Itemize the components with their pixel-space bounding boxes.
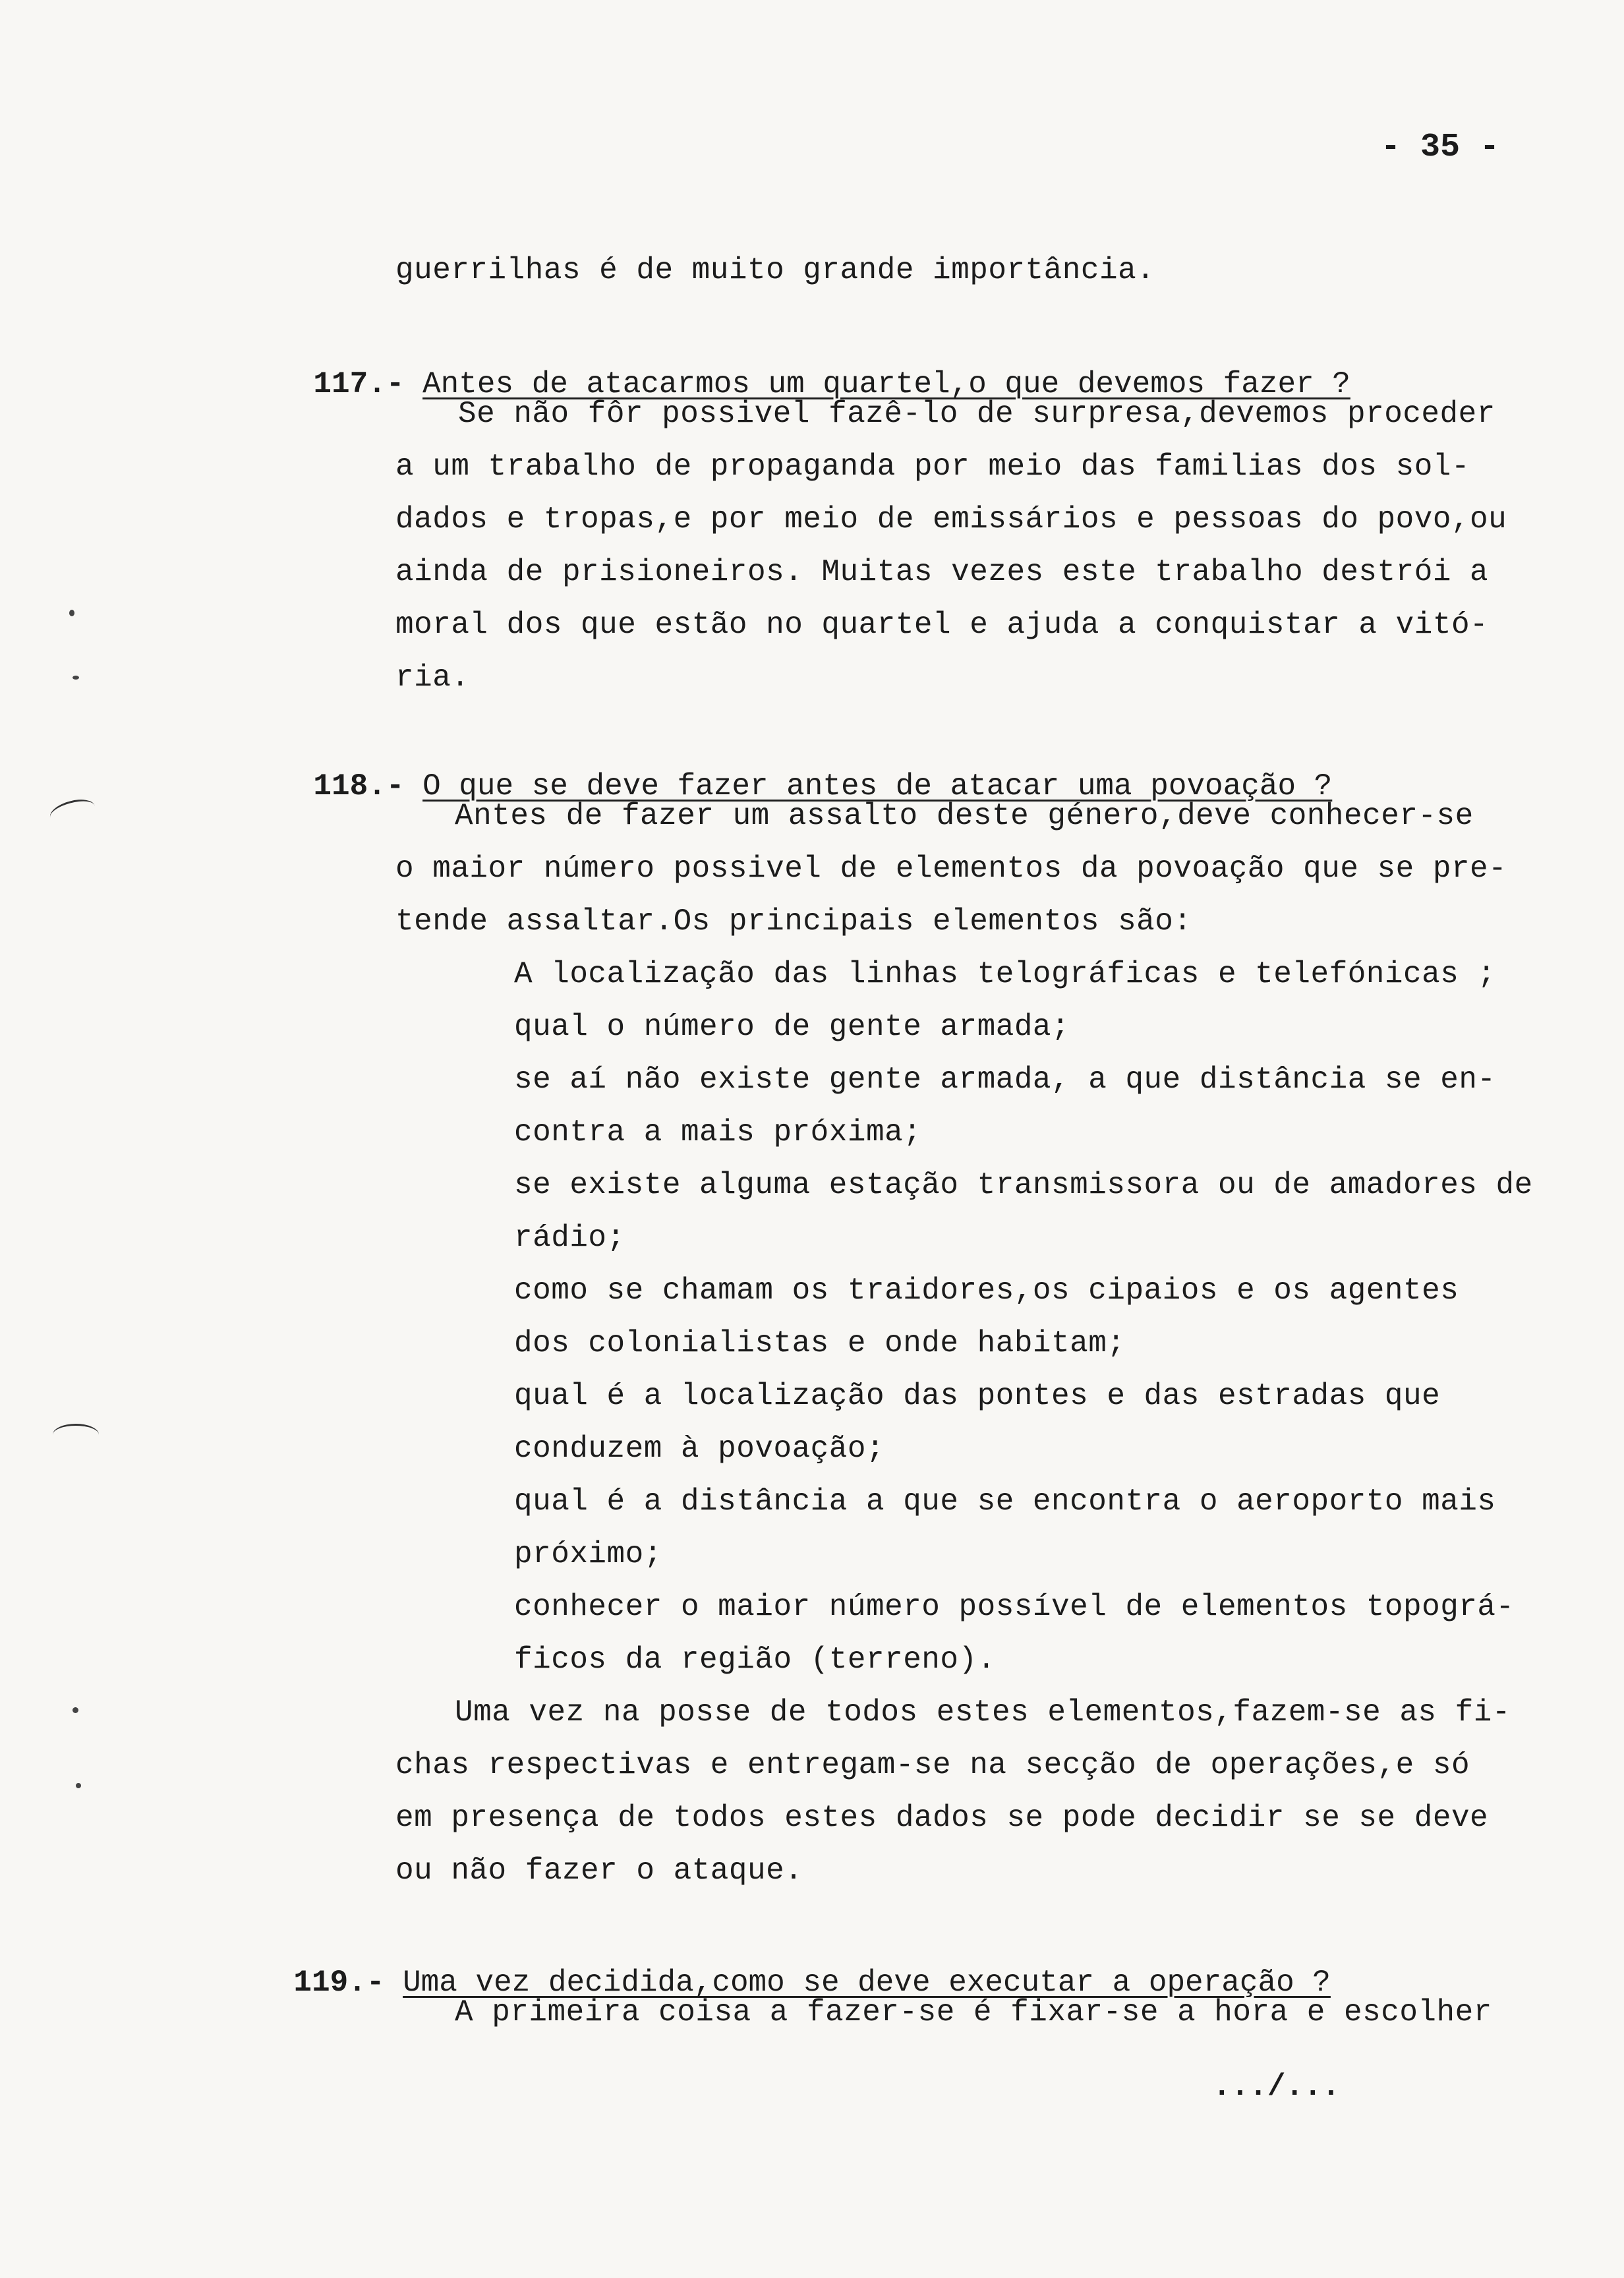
- list-line: rádio;: [514, 1221, 625, 1255]
- question-number: 119.-: [293, 1966, 385, 2000]
- list-line: próximo;: [514, 1537, 662, 1571]
- text-line: o maior número possivel de elementos da povoação que se pre-: [395, 852, 1507, 886]
- question-text: Antes de atacarmos um quartel,o que devemos fazer ?: [422, 367, 1350, 401]
- text-line: Se não fôr possivel fazê-lo de surpresa,devemos proceder: [458, 397, 1495, 431]
- list-line: conhecer o maior número possível de elementos topográ-: [514, 1590, 1515, 1624]
- text-line: em presença de todos estes dados se pode decidir se se deve: [395, 1801, 1489, 1835]
- list-line: qual o número de gente armada;: [514, 1010, 1070, 1044]
- page-number: - 35 -: [1381, 129, 1500, 166]
- scan-speck: [76, 1783, 81, 1788]
- text-line: dados e tropas,e por meio de emissários e pessoas do povo,ou: [395, 502, 1507, 537]
- list-line: se aí não existe gente armada, a que distância se en-: [514, 1063, 1496, 1097]
- text-line: Uma vez na posse de todos estes elementos,fazem-se as fi-: [455, 1695, 1511, 1730]
- text-line: A primeira coisa a fazer-se é fixar-se a hora e escolher: [455, 1995, 1492, 2030]
- text-line: ou não fazer o ataque.: [395, 1854, 803, 1888]
- scan-speck: [69, 610, 74, 616]
- text-line: tende assaltar.Os principais elementos são:: [395, 904, 1192, 939]
- list-line: dos colonialistas e onde habitam;: [514, 1326, 1126, 1360]
- list-line: se existe alguma estação transmissora ou de amadores de: [514, 1168, 1533, 1202]
- list-line: ficos da região (terreno).: [514, 1643, 996, 1677]
- list-line: conduzem à povoação;: [514, 1432, 885, 1466]
- question-text: Uma vez decidida,como se deve executar a operação ?: [403, 1966, 1331, 2000]
- text-line: ria.: [395, 660, 470, 695]
- text-line: a um trabalho de propaganda por meio das familias dos sol-: [395, 450, 1470, 484]
- text-line: Antes de fazer um assalto deste género,deve conhecer-se: [455, 799, 1474, 833]
- scan-speck: [72, 676, 79, 680]
- list-line: qual é a localização das pontes e das estradas que: [514, 1379, 1441, 1413]
- text-line: guerrilhas é de muito grande importância.: [395, 253, 1155, 287]
- list-line: qual é a distância a que se encontra o aeroporto mais: [514, 1484, 1496, 1519]
- text-line: moral dos que estão no quartel e ajuda a conquistar a vitó-: [395, 608, 1489, 642]
- scan-speck: [72, 1707, 78, 1713]
- list-line: contra a mais próxima;: [514, 1115, 922, 1150]
- question-text: O que se deve fazer antes de atacar uma povoação ?: [422, 769, 1333, 803]
- scan-mark: [53, 1424, 99, 1446]
- text-line: chas respectivas e entregam-se na secção de operações,e só: [395, 1748, 1470, 1782]
- text-line: ainda de prisioneiros. Muitas vezes este trabalho destrói a: [395, 555, 1489, 589]
- scan-mark: [47, 796, 98, 829]
- list-line: como se chamam os traidores,os cipaios e os agentes: [514, 1273, 1459, 1308]
- question-number: 118.-: [313, 769, 405, 803]
- list-line: A localização das linhas telográficas e telefónicas ;: [514, 957, 1496, 991]
- question-number: 117.-: [313, 367, 405, 401]
- continuation-marker: .../...: [1213, 2070, 1341, 2104]
